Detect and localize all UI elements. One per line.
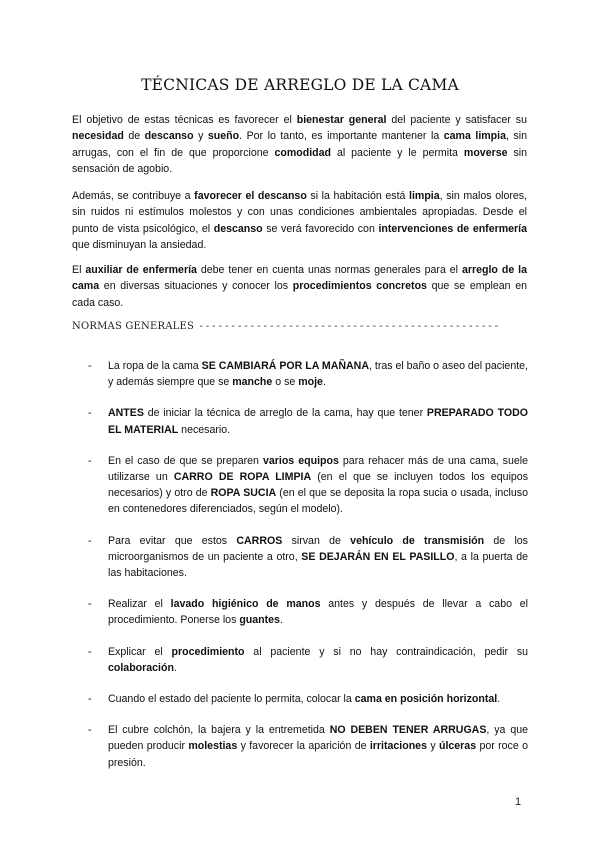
bold-text: auxiliar de enfermería <box>85 264 197 276</box>
bullet-marker: - <box>88 407 92 420</box>
bold-text: ROPA SUCIA <box>210 487 277 500</box>
bold-text: comodidad <box>274 146 331 159</box>
bold-text: sueño <box>207 130 240 143</box>
bold-text: descanso <box>144 130 194 143</box>
list-item-text: El cubre colchón, la bajera y la entremetida NO DEBEN TENER ARRUGAS, ya que pueden producir molestias y favorecer la aparición de irritaciones y úlceras por roce o presión. <box>108 724 528 769</box>
bold-text: varios equipos <box>262 454 339 467</box>
bold-text: CARROS <box>236 534 283 547</box>
section-heading <box>72 321 528 339</box>
list-item <box>88 453 528 518</box>
bold-text: arreglo de la cama <box>72 264 527 293</box>
list-item-text: ANTES de iniciar la técnica de arreglo de la cama, hay que tener PREPARADO TODO EL MATERIAL necesario. <box>108 407 528 436</box>
list-item <box>88 405 528 437</box>
bold-text: descanso <box>213 222 263 235</box>
list-item <box>88 691 528 707</box>
bold-text: moverse <box>463 146 508 159</box>
section-heading-rule: ----------------------------------------------- <box>198 321 500 332</box>
bold-text: NO DEBEN TENER ARRUGAS <box>329 724 487 737</box>
bold-text: procedimiento <box>171 645 245 658</box>
list-item-text: Para evitar que estos CARROS sirvan de vehículo de transmisión de los microorganismos de un paciente a otro, SE DEJARÁN EN EL PASILLO, a la puerta de las habitaciones. <box>108 534 528 580</box>
bullet-marker: - <box>88 454 92 467</box>
bullet-marker: - <box>88 534 92 547</box>
auxiliary-paragraph: El auxiliar de enfermería debe tener en cuenta unas normas generales para el arreglo de la cama en diversas situaciones y conocer los procedimientos concretos que se emplean en cada caso. <box>72 264 527 309</box>
list-item <box>88 596 528 628</box>
bold-text: intervenciones de enfermería <box>378 222 527 235</box>
bold-text: SE DEJARÁN EN EL PASILLO <box>301 550 455 563</box>
bold-text: lavado higiénico de manos <box>170 598 321 611</box>
bold-text: moje <box>298 376 323 389</box>
bold-text: vehículo de transmisión <box>350 534 485 547</box>
list-item <box>88 533 528 582</box>
page-number: 1 <box>515 796 522 808</box>
bullet-marker: - <box>88 360 92 372</box>
bold-text: cama en posición horizontal <box>354 693 498 706</box>
section-heading-label: NORMAS GENERALES <box>72 321 195 332</box>
bullet-marker: - <box>88 598 92 611</box>
list-item <box>88 644 528 676</box>
rules-list <box>88 358 528 786</box>
bullet-marker: - <box>88 724 92 737</box>
bold-text: molestias <box>188 740 238 753</box>
bold-text: favorecer el descanso <box>194 190 307 202</box>
list-item-text: La ropa de la cama SE CAMBIARÁ POR LA MAÑANA, tras el baño o aseo del paciente, y además siempre que se manche o se moje. <box>108 360 528 389</box>
list-item-text: Explicar el procedimiento al paciente y si no hay contraindicación, pedir su colaboración. <box>108 645 529 674</box>
bold-text: guantes <box>239 614 280 627</box>
list-item-text: Realizar el lavado higiénico de manos antes y después de llevar a cabo el procedimiento. Ponerse los guantes. <box>108 598 528 627</box>
list-item <box>88 722 528 771</box>
bold-text: bienestar general <box>296 114 387 126</box>
list-item-text: Cuando el estado del paciente lo permita, colocar la cama en posición horizontal. <box>108 693 501 706</box>
list-item-text: En el caso de que se preparen varios equipos para rehacer más de una cama, suele utilizarse un CARRO DE ROPA LIMPIA (en el que se incluyen todos los equipos necesarios) y otro de ROPA SUCIA (en el que se deposita la ropa sucia o usada, incluso en contenedores diferenciados, según el modelo). <box>108 454 528 516</box>
bold-text: CARRO DE ROPA LIMPIA <box>173 471 312 484</box>
rest-paragraph: Además, se contribuye a favorecer el descanso si la habitación está limpia, sin malos olores, sin ruidos ni estímulos molestos y con unas condiciones ambientales apropiadas. Desde el punto de vista psicológico, el descanso se verá favorecido con intervenciones de enfermería que disminuyan la ansiedad. <box>72 190 528 252</box>
bold-text: úlceras <box>438 740 477 753</box>
bold-text: limpia <box>409 190 440 202</box>
bold-text: procedimientos concretos <box>292 280 427 293</box>
bold-text: PREPARADO TODO EL MATERIAL <box>108 407 528 436</box>
bold-text: ANTES <box>108 407 144 420</box>
list-item <box>88 358 528 390</box>
bold-text: colaboración <box>108 661 174 674</box>
bold-text: irritaciones <box>369 740 427 753</box>
bullet-marker: - <box>88 645 92 658</box>
intro-paragraph: El objetivo de estas técnicas es favorecer el bienestar general del paciente y satisfacer su necesidad de descanso y sueño. Por lo tanto, es importante mantener la cama limpia, sin arrugas, con el fin de que proporcione comodidad al paciente y le permita moverse sin sensación de agobio. <box>72 114 527 176</box>
bold-text: necesidad <box>72 130 124 143</box>
bullet-marker: - <box>88 693 92 706</box>
bold-text: cama limpia <box>443 130 506 143</box>
bold-text: SE CAMBIARÁ POR LA MAÑANA <box>201 360 369 372</box>
page-title: TÉCNICAS DE ARREGLO DE LA CAMA <box>141 76 459 94</box>
bold-text: manche <box>232 376 273 389</box>
